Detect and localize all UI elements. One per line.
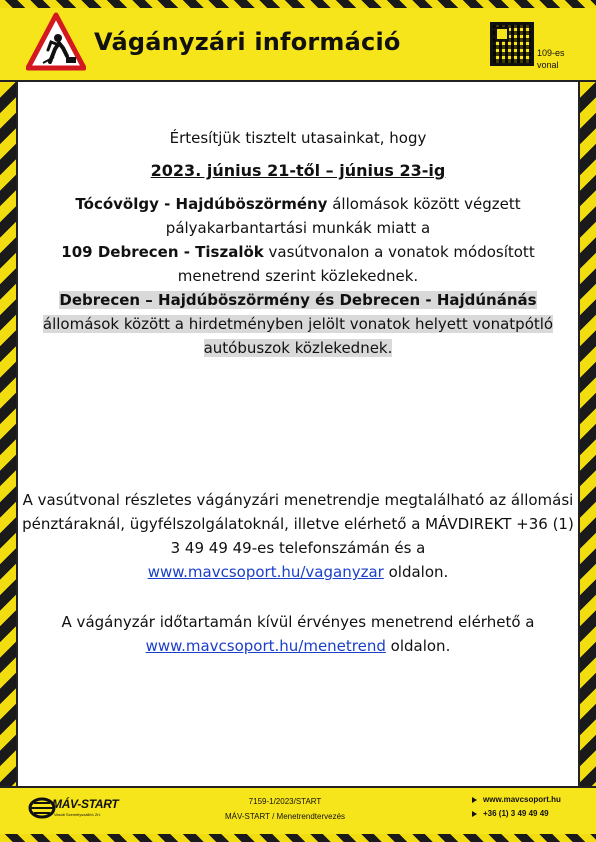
timetable-text: A vasútvonal részletes vágányzári menetrendje megtalálható az állomási pénztáraknál, ügyfélszolgálatoknál, illetve elérhető a MÁVDIREKT +36 (1) 3 49 49 49-es telefonszámán és a — [22, 491, 574, 557]
timetable-info — [22, 488, 574, 584]
arrow-right-icon — [472, 797, 477, 803]
document-id: 7159-1/2023/START — [248, 797, 322, 806]
timetable-suffix: oldalon. — [383, 563, 449, 581]
footer-website-text: www.mavcsoport.hu — [483, 795, 561, 804]
footer-website[interactable] — [472, 795, 561, 804]
footer-phone-text: +36 (1) 3 49 49 49 — [483, 809, 549, 818]
regular-suffix: oldalon. — [385, 637, 451, 655]
line-text: vasútvonalon a vonatok módosított menetrend szerint közlekednek. — [177, 243, 535, 285]
regular-timetable-info — [22, 610, 574, 658]
intro-text: Értesítjük tisztelt utasainkat, hogy — [169, 129, 427, 147]
qr-code-icon[interactable] — [490, 22, 534, 66]
logo-subtitle: Vasúti Személyszállító Zrt. — [54, 812, 101, 817]
vaganyzar-link[interactable]: www.mavcsoport.hu/vaganyzar — [147, 563, 384, 581]
menetrend-link[interactable]: www.mavcsoport.hu/menetrend — [145, 637, 386, 655]
line-name: 109 Debrecen - Tiszalök — [61, 243, 264, 261]
notice-paragraph — [22, 192, 574, 360]
department: MÁV-START / Menetrendtervezés — [224, 812, 346, 821]
replacement-text: állomások között a hirdetményben jelölt vonatok helyett vonatpótló autóbuszok közlekednek. — [42, 315, 554, 357]
segment-name: Tócóvölgy - Hajdúböszörmény — [75, 195, 328, 213]
segment-text: állomások között végzett pályakarbantartási munkák miatt a — [165, 195, 521, 237]
arrow-right-icon — [472, 811, 477, 817]
logo-text: MÁV-START — [52, 797, 119, 811]
footer-phone[interactable] — [472, 809, 549, 818]
roadworks-warning-icon — [26, 12, 86, 72]
hazard-stripe-bottom — [0, 834, 596, 842]
hazard-stripe-top — [0, 0, 596, 8]
regular-text: A vágányzár időtartamán kívül érvényes menetrend elérhető a — [61, 613, 535, 631]
date-range: 2023. június 21-től – június 23-ig — [150, 161, 446, 180]
replacement-notice — [43, 291, 553, 357]
replacement-stations: Debrecen – Hajdúböszörmény és Debrecen - Hajdúnánás — [59, 291, 537, 309]
line-label: 109-es vonal — [537, 48, 565, 70]
hazard-stripe-left — [0, 82, 18, 786]
hazard-stripe-right — [578, 82, 596, 786]
page-title: Vágányzári információ — [94, 28, 401, 56]
